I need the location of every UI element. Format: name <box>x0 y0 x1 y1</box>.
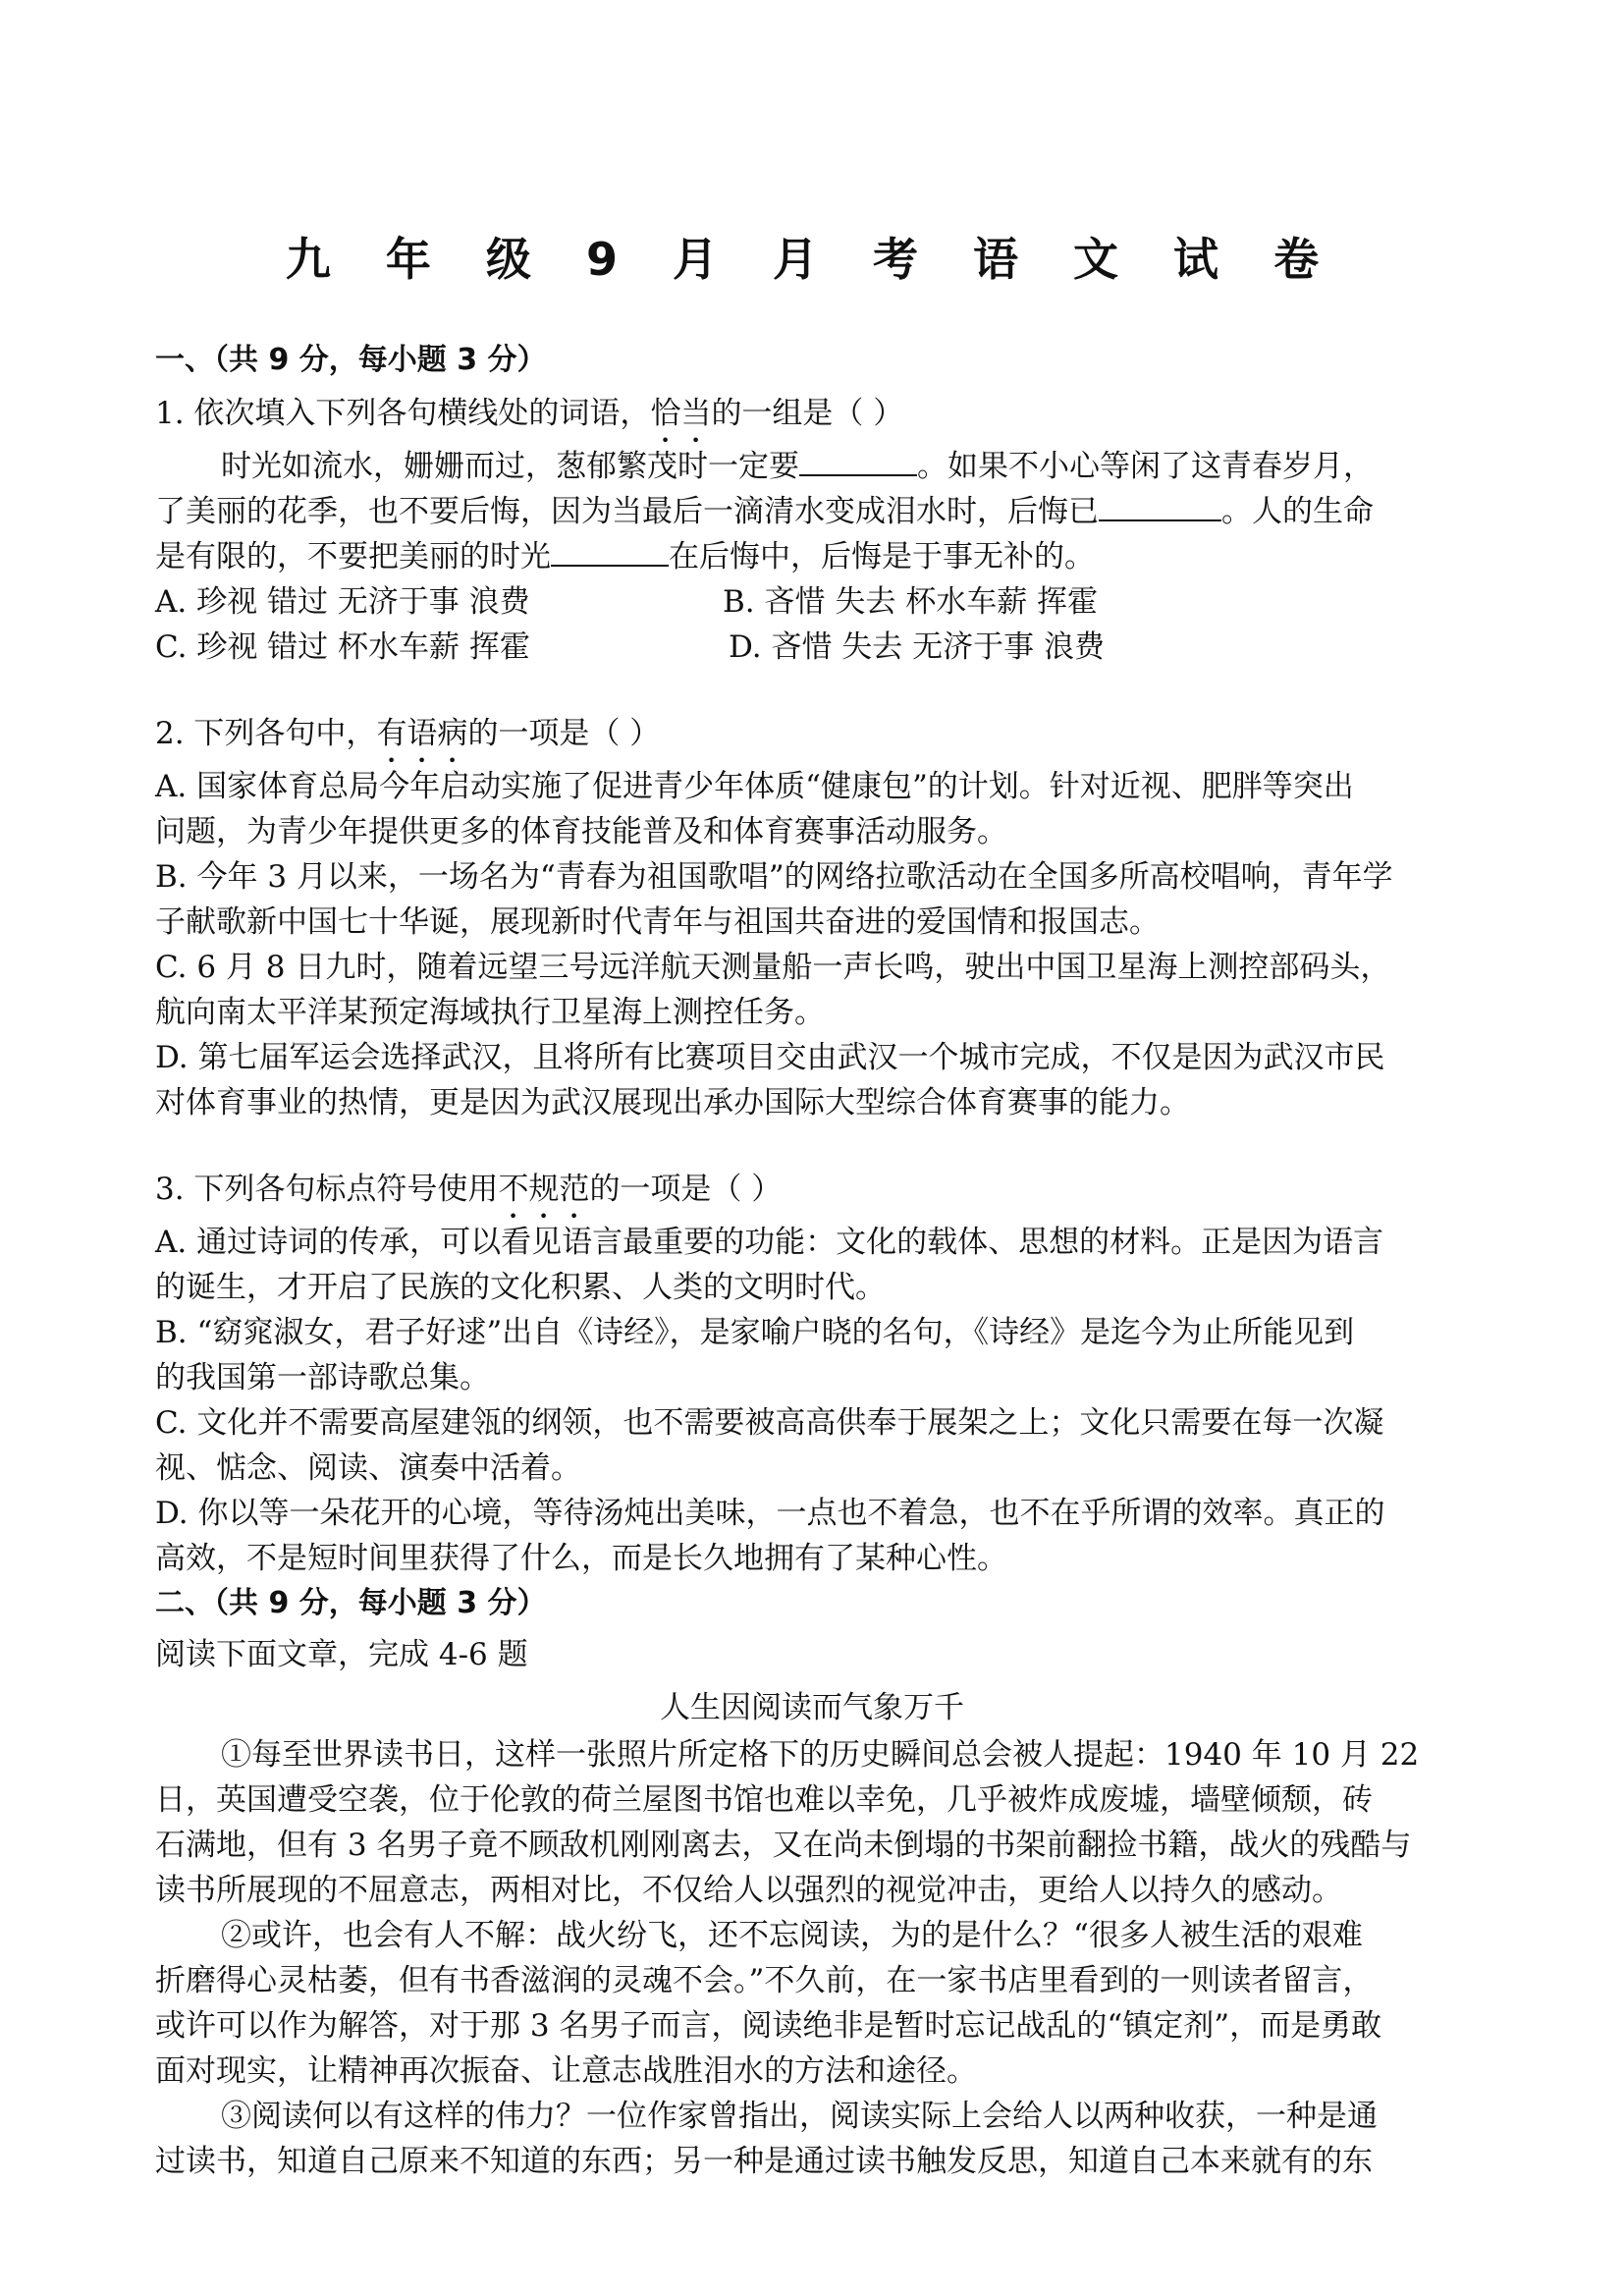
q2-stem <box>155 711 1476 770</box>
article-line: 或许可以作为解答，对于那 3 名男子而言，阅读绝非是暂时忘记战乱的“镇定剂”，而是勇敢 <box>155 2008 1382 2044</box>
q2-line: 子献歌新中国七十华诞，展现新时代青年与祖国共奋进的爱国情和报国志。 <box>155 904 1160 940</box>
article-line: ③阅读何以有这样的伟力？一位作家曾指出，阅读实际上会给人以两种收获，一种是通 <box>221 2099 1378 2134</box>
q1-blank-3 <box>551 535 669 567</box>
q2-stem-post: 的一项是（ ） <box>467 716 661 751</box>
article-line: 过读书，知道自己原来不知道的东西；另一种是通过读书触发反思，知道自己本来就有的东 <box>155 2144 1373 2179</box>
q2-line: A. 国家体育总局今年启动实施了促进青少年体质“健康包”的计划。针对近视、肥胖等突出 <box>155 769 1354 804</box>
q2-line: 对体育事业的热情，更是因为武汉展现出承办国际大型综合体育赛事的能力。 <box>155 1085 1190 1120</box>
q1-passage-text: 。如果不小心等闲了这青春岁月， <box>917 449 1374 484</box>
article-line: ①每至世界读书日，这样一张照片所定格下的历史瞬间总会被人提起：1940 年 10 月 22 <box>221 1737 1420 1773</box>
article-line: 日，英国遭受空袭，位于伦敦的荷兰屋图书馆也难以幸免，几乎被炸成废墟，墙壁倾颓，砖 <box>155 1782 1373 1818</box>
q2-line: 航向南太平洋某预定海域执行卫星海上测控任务。 <box>155 995 825 1030</box>
q2-line: B. 今年 3 月以来，一场名为“青春为祖国歌唱”的网络拉歌活动在全国多所高校唱响，青年学 <box>155 859 1393 895</box>
q1-stem-post: 的一组是（ ） <box>711 396 904 431</box>
section2-instruction: 阅读下面文章，完成 4-6 题 <box>155 1637 528 1672</box>
q1-passage-text: 在后悔中，后悔是于事无补的。 <box>669 539 1095 574</box>
q1-option-b: B. 吝惜 失去 杯水车薪 挥霍 <box>723 584 1099 620</box>
article-title: 人生因阅读而气象万千 <box>660 1690 964 1725</box>
q3-line: B. “窈窕淑女，君子好逑”出自《诗经》，是家喻户晓的名句，《诗经》是迄今为止所能见到 <box>155 1315 1355 1350</box>
q1-stem-emphasis: 恰当 <box>650 396 712 431</box>
q1-stem-pre: 1. 依次填入下列各句横线处的词语， <box>155 396 651 431</box>
q1-passage-line2 <box>155 489 1476 534</box>
q1-passage-text: 。人的生命 <box>1221 494 1374 529</box>
q1-option-d: D. 吝惜 失去 无济于事 浪费 <box>729 629 1106 665</box>
article-line: 折磨得心灵枯萎，但有书香滋润的灵魂不会。”不久前，在一家书店里看到的一则读者留言， <box>155 1963 1374 1998</box>
q3-line: 的诞生，才开启了民族的文化积累、人类的文明时代。 <box>155 1270 886 1305</box>
page-title: 九 年 级 9 月 月 考 语 文 试 卷 <box>285 233 1339 286</box>
q3-stem-post: 的一项是（ ） <box>589 1172 783 1207</box>
q1-blank-1 <box>799 445 917 476</box>
q1-options-row1 <box>155 579 1476 625</box>
q3-line: A. 通过诗词的传承，可以看见语言最重要的功能：文化的载体、思想的材料。正是因为语言 <box>155 1225 1384 1260</box>
q3-line: 的我国第一部诗歌总集。 <box>155 1360 490 1395</box>
q2-stem-pre: 2. 下列各句中， <box>155 716 377 751</box>
q1-stem <box>155 391 1476 450</box>
q3-line: D. 你以等一朵花开的心境，等待汤炖出美味，一点也不着急，也不在乎所谓的效率。真正的 <box>155 1496 1385 1531</box>
q2-line: C. 6 月 8 日九时，随着远望三号远洋航天测量船一声长鸣，驶出中国卫星海上测控部码头， <box>155 950 1391 985</box>
q1-options-row2 <box>155 625 1476 670</box>
q1-option-a: A. 珍视 错过 无济于事 浪费 <box>155 584 530 620</box>
section1-heading: 一、（共 9 分，每小题 3 分） <box>155 343 547 377</box>
article-line: 读书所展现的不屈意志，两相对比，不仅给人以强烈的视觉冲击，更给人以持久的感动。 <box>155 1873 1342 1908</box>
article-line: 面对现实，让精神再次振奋、让意志战胜泪水的方法和途径。 <box>155 2053 977 2089</box>
q3-stem-emphasis: 不规范 <box>498 1172 590 1207</box>
q1-passage-text: 时光如流水，姗姗而过，葱郁繁茂时一定要 <box>221 449 799 484</box>
q1-option-c: C. 珍视 错过 杯水车薪 挥霍 <box>155 629 530 665</box>
article-line: ②或许，也会有人不解：战火纷飞，还不忘阅读，为的是什么？“很多人被生活的艰难 <box>221 1918 1363 1953</box>
q1-passage-text: 是有限的，不要把美丽的时光 <box>155 539 551 574</box>
q3-stem-pre: 3. 下列各句标点符号使用 <box>155 1172 499 1207</box>
q1-passage-line3 <box>155 534 1476 579</box>
q2-stem-emphasis: 有语病 <box>376 716 468 751</box>
q3-stem <box>155 1167 1476 1226</box>
q2-line: D. 第七届军运会选择武汉，且将所有比赛项目交由武汉一个城市完成，不仅是因为武汉市民 <box>155 1040 1385 1075</box>
q1-passage-text: 了美丽的花季，也不要后悔，因为当最后一滴清水变成泪水时，后悔已 <box>155 494 1099 529</box>
q3-line: C. 文化并不需要高屋建瓴的纲领，也不需要被高高供奉于展架之上；文化只需要在每一次凝 <box>155 1405 1384 1441</box>
q3-line: 视、惦念、阅读、演奏中活着。 <box>155 1450 581 1486</box>
article-line: 石满地，但有 3 名男子竟不顾敌机刚刚离去，又在尚未倒塌的书架前翻捡书籍，战火的残酷与 <box>155 1828 1412 1863</box>
q3-line: 高效，不是短时间里获得了什么，而是长久地拥有了某种心性。 <box>155 1541 1007 1576</box>
q1-passage-line1 <box>221 444 1476 489</box>
q1-blank-2 <box>1099 490 1221 521</box>
section2-heading: 二、（共 9 分，每小题 3 分） <box>155 1586 547 1620</box>
q2-line: 问题，为青少年提供更多的体育技能普及和体育赛事活动服务。 <box>155 814 1007 849</box>
